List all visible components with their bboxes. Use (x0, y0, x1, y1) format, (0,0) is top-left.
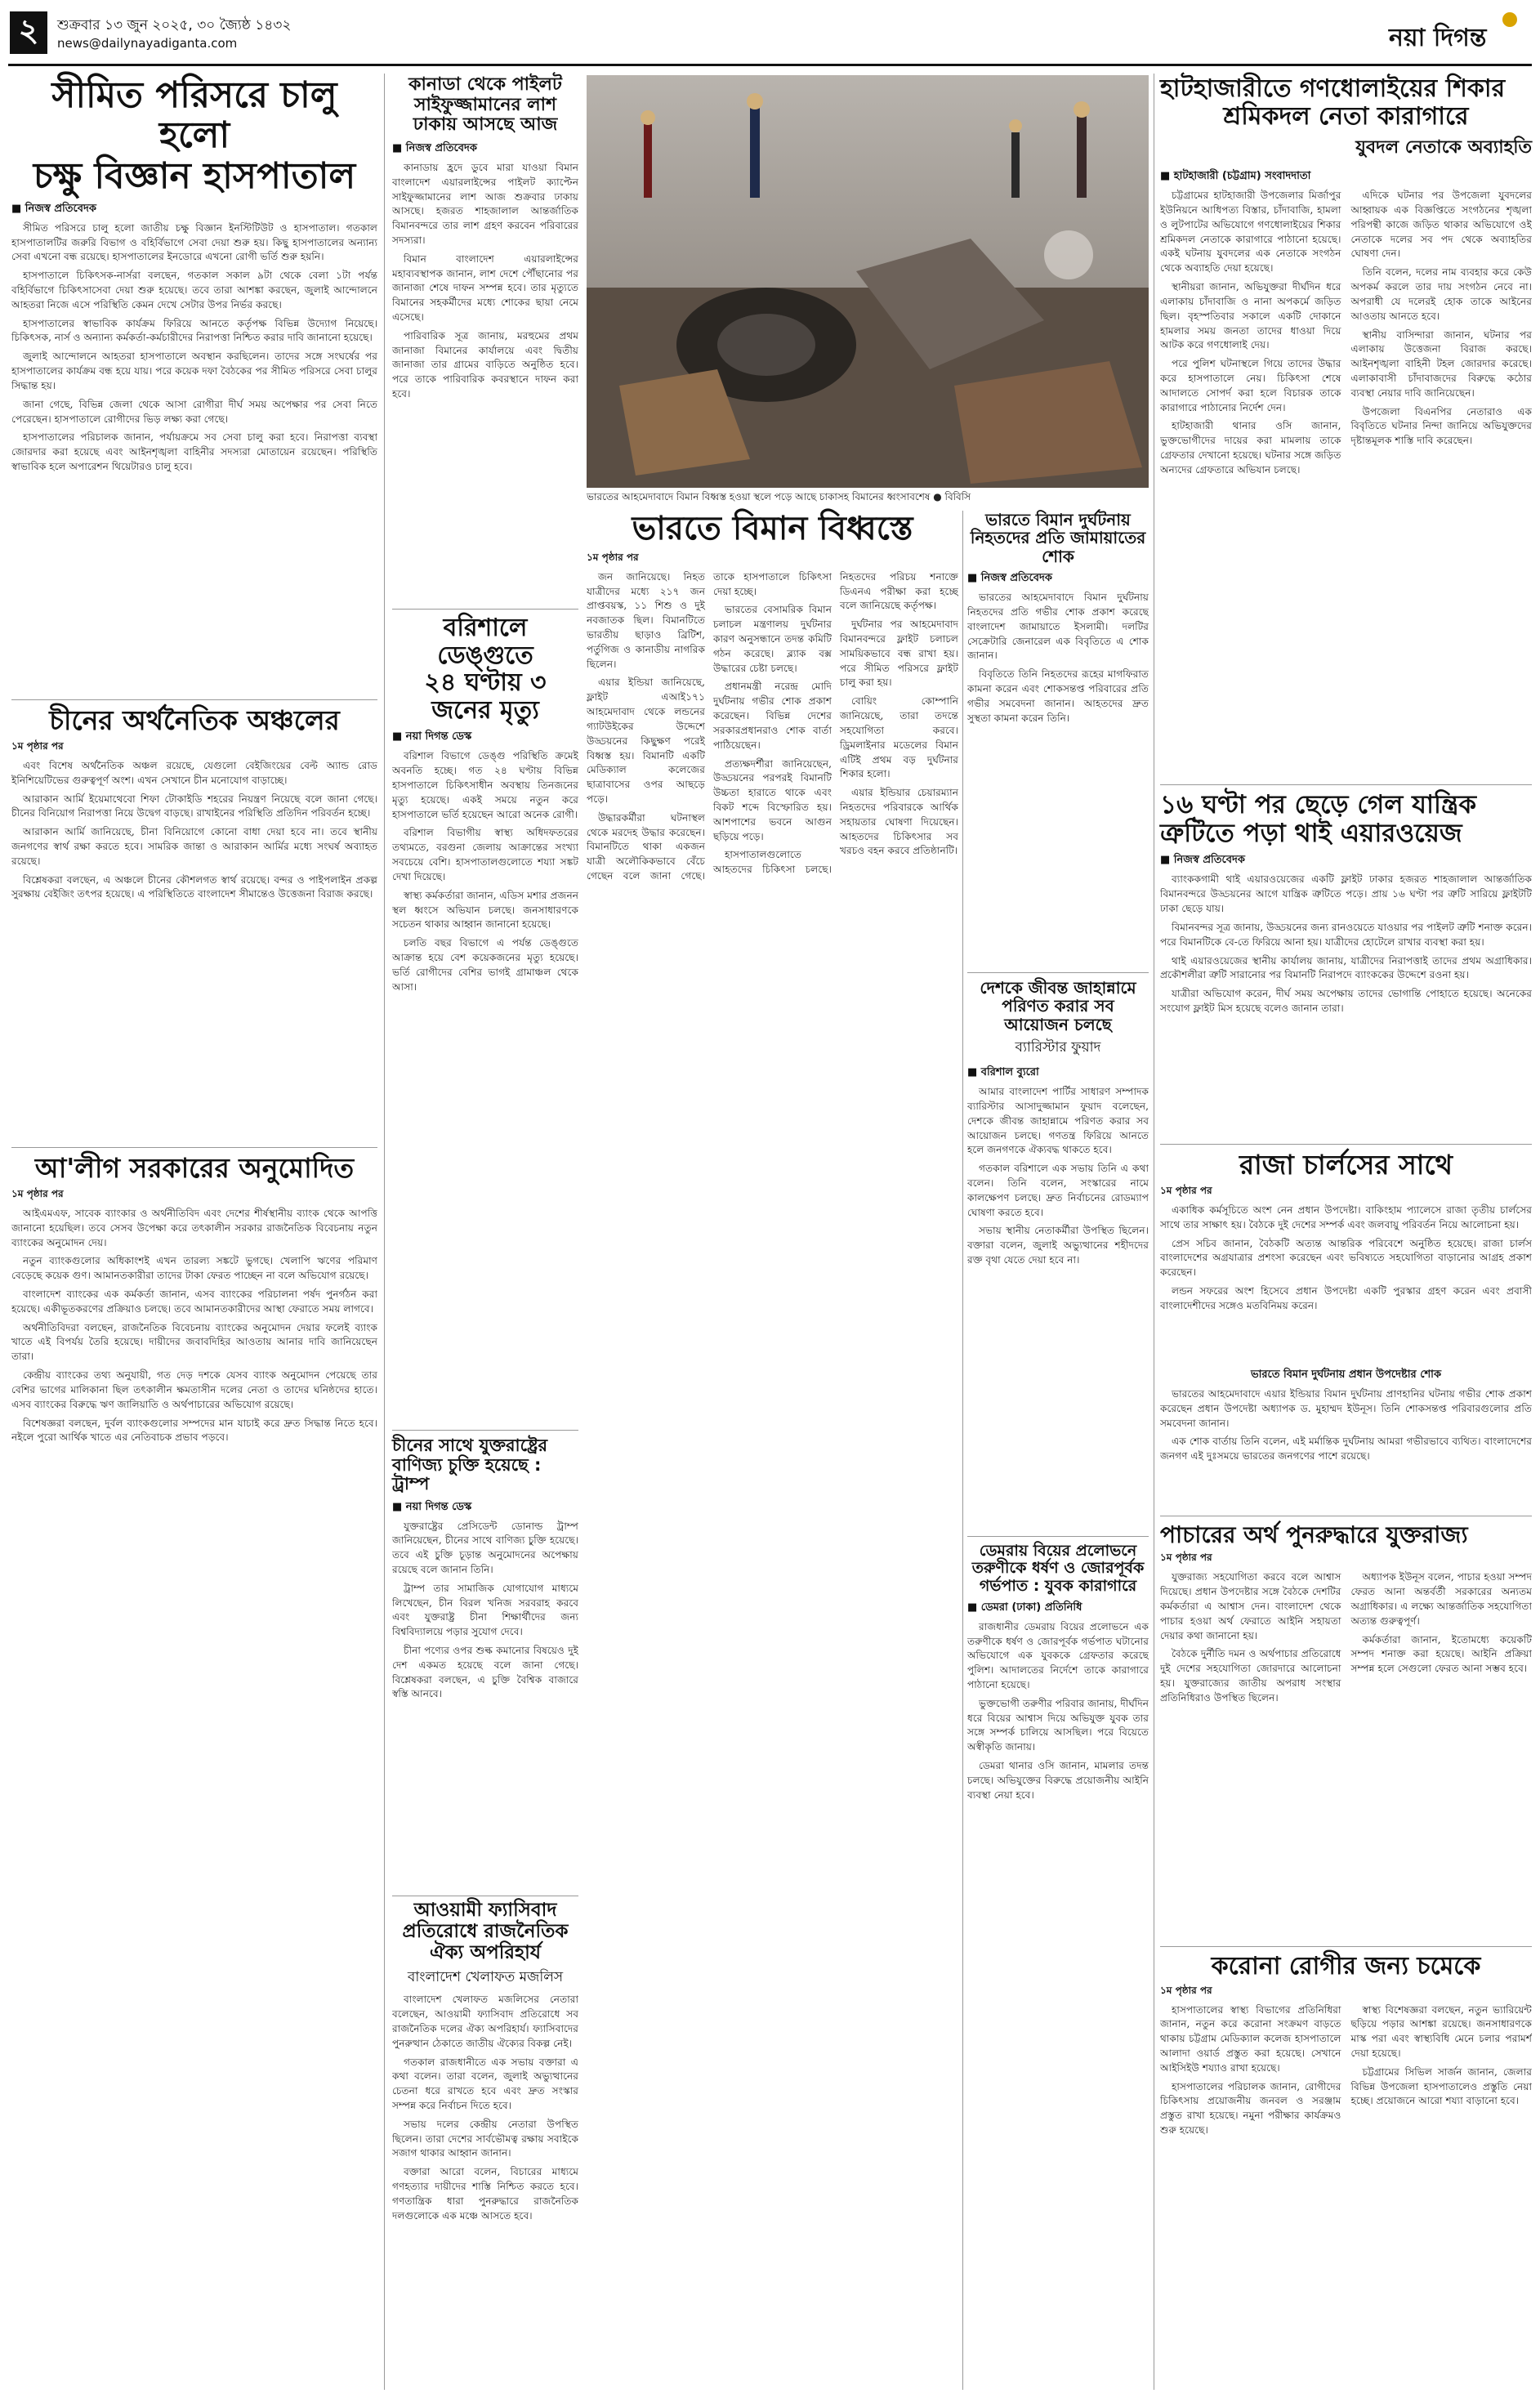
article-body: সীমিত পরিসরে চালু হলো জাতীয় চক্ষু বিজ্ঞান ইনস্টিটিউট ও হাসপাতাল। গতকাল হাসপাতালটির জরুরি বিভাগ ও বহির্বিভাগে সেবা দেয়া শুরু হয়। কিছু হাসপাতালের অন্যান্য সেবা এখনো বন্ধ রয়েছে। হাসপাতালের ইনডোরে এখনো রোগী ভর্তি শুরু হয়নি। হাসপাতালে চিকিৎসক-নার্সরা বলছেন, গতকাল সকাল ৯টা থেকে বেলা ১টা পর্যন্ত বহির্বিভাগে চিকিৎসাসেবা দেয়া শুরু হয়েছে। তবে তারা আশঙ্কা করছেন, জুলাই আন্দোলনে আহতরা নিজে এসে পরিস্থিতি কেমন দেখে সেটার উপর নির্ভর করছে। হাসপাতালের স্বাভাবিক কার্যক্রম ফিরিয়ে আনতে কর্তৃপক্ষ বিভিন্ন উদ্যোগ নিয়েছে। চিকিৎসক, নার্স ও অন্যান্য কর্মকর্তা-কর্মচারীদের নিরাপত্তা নিশ্চিত করার দাবি জানানো হয়েছে। জুলাই আন্দোলনে আহতরা হাসপাতালে অবস্থান করছিলেন। তাদের সঙ্গে সংঘর্ষের পর হাসপাতালের কার্যক্রম বন্ধ হয়ে যায়। পরে কয়েক দফা বৈঠকের পর সীমিত পরিসরে সেবা চালুর সিদ্ধান্ত হয়। জানা গেছে, বিভিন্ন জেলা থেকে আসা রোগীরা দীর্ঘ সময় অপেক্ষার পর সেবা নিতে পেরেছেন। হাসপাতালে রোগীদের ভিড় লক্ষ্য করা গেছে। হাসপাতালের পরিচালক জানান, পর্যায়ক্রমে সব সেবা চালু করা হবে। নিরাপত্তা ব্যবস্থা জোরদার করা হয়েছে এবং আইনশৃঙ্খলা বাহিনীর সদস্যরা মোতায়েন রয়েছেন। পরিস্থিতি স্বাভাবিক হলে অপারেশন থিয়েটারও চালু হবে। (11, 221, 377, 472)
article-demra (967, 1543, 1149, 2339)
headline: বরিশালে ডেঙ্গুতে (437, 614, 533, 670)
continuation-label: ১ম পৃষ্ঠার পর (587, 551, 639, 563)
byline: ■ নয়া দিগন্ত ডেস্ক (392, 1500, 472, 1513)
article-body: হাসপাতালের স্বাস্থ্য বিভাগের প্রতিনিধিরা জানান, নতুন করে করোনা সংক্রমণ বাড়তে থাকায় চট্টগ্রাম মেডিক্যাল কলেজ হাসপাতালে আলাদা ওয়ার্ড প্রস্তুত করা হয়েছে। সেখানে আইসিইউ শয্যাও রাখা হয়েছে। হাসপাতালের পরিচালক জানান, রোগীদের চিকিৎসায় প্রয়োজনীয় জনবল ও সরঞ্জাম প্রস্তুত রাখা হয়েছে। নমুনা পরীক্ষার কার্যক্রমও শুরু হয়েছে। স্বাস্থ্য বিশেষজ্ঞরা বলছেন, নতুন ভ্যারিয়েন্ট ছড়িয়ে পড়ার আশঙ্কা রয়েছে। জনসাধারণকে মাস্ক পরা এবং স্বাস্থ্যবিধি মেনে চলার পরামর্শ দেয়া হয়েছে। চট্টগ্রামের সিভিল সার্জন জানান, জেলার বিভিন্ন উপজেলা হাসপাতালেও প্রস্তুতি নেয়া হচ্ছে। প্রয়োজনে আরো শয্যা বাড়ানো হবে। (1160, 2003, 1532, 2137)
column-divider (384, 74, 385, 2390)
headline: চীনের অর্থনৈতিক অঞ্চলের (49, 704, 340, 736)
article-china-zone (11, 706, 377, 1151)
continuation-label: ১ম পৃষ্ঠার পর (1160, 1984, 1212, 1996)
byline: ■ ডেমরা (ঢাকা) প্রতিনিধি (967, 1601, 1082, 1614)
headline: চীনের সাথে যুক্তরাষ্ট্রের বাণিজ্য চুক্তি হয়েছে : ট্রাম্প (392, 1436, 547, 1494)
byline: ■ বরিশাল ব্যুরো (967, 1066, 1039, 1079)
subheadline: বাংলাদেশ খেলাফত মজলিস (407, 1969, 564, 1986)
headline: ২৪ ঘণ্টায় ৩ (424, 668, 547, 698)
headline: আওয়ামী ফ্যাসিবাদ (413, 1900, 557, 1921)
article-barrister-fuad (967, 979, 1149, 1534)
article-hathazari (1160, 75, 1532, 744)
headline: প্রতিরোধে রাজনৈতিক (402, 1920, 569, 1942)
continuation-label: ১ম পৃষ্ঠার পর (11, 1187, 64, 1199)
website[interactable]: news@dailynayadiganta.com (57, 36, 238, 51)
article-body: চট্টগ্রামের হাটহাজারী উপজেলার মির্জাপুর ইউনিয়নে আধিপত্য বিস্তার, চাঁদাবাজি, হামলা ও লুটপাটের অভিযোগে গণধোলাইয়ের শিকার শ্রমিকদল নেতাকে কারাগারে পাঠানো হয়েছে। একই ঘটনায় যুবদলের এক নেতাকে সংগঠন থেকে অব্যাহতি দেয়া হয়েছে। স্থানীয়রা জানান, অভিযুক্তরা দীর্ঘদিন ধরে এলাকায় চাঁদাবাজি ও নানা অপকর্মে জড়িত ছিল। বৃহস্পতিবার সকালে একটি দোকানে হামলার সময় জনতা তাদের ধাওয়া দিয়ে আটক করে গণধোলাই দেয়। পরে পুলিশ ঘটনাস্থলে গিয়ে তাদের উদ্ধার করে হাসপাতালে নেয়। চিকিৎসা শেষে আদালতে সোপর্দ করা হলে বিচারক তাকে কারাগারে পাঠানোর নির্দেশ দেন। হাটহাজারী থানার ওসি জানান, ভুক্তভোগীদের দায়ের করা মামলায় তাকে গ্রেফতার দেখানো হয়েছে। ঘটনার সঙ্গে জড়িত অন্যদের গ্রেফতারে অভিযান চলছে। এদিকে ঘটনার পর উপজেলা যুবদলের আহ্বায়ক এক বিজ্ঞপ্তিতে সংগঠনের শৃঙ্খলা পরিপন্থী কাজে জড়িত থাকার অভিযোগে ওই নেতাকে দলের সব পদ থেকে অব্যাহতির ঘোষণা দেন। তিনি বলেন, দলের নাম ব্যবহার করে কেউ অপকর্ম করলে তার দায় সংগঠন নেবে না। অপরাধী যে দলেরই হোক তাকে আইনের আওতায় আনতে হবে। স্থানীয় বাসিন্দারা জানান, ঘটনার পর এলাকায় উত্তেজনা বিরাজ করছে। আইনশৃঙ্খলা বাহিনী টহল জোরদার করেছে। এলাকাবাসী চাঁদাবাজদের বিরুদ্ধে কঠোর ব্যবস্থা নেয়ার দাবি জানিয়েছেন। উপজেলা বিএনপির নেতারাও এক বিবৃতিতে ঘটনার নিন্দা জানিয়ে অভিযুক্তদের দৃষ্টান্তমূলক শাস্তি দাবি করেছেন। (1160, 190, 1532, 476)
article-pilot (392, 75, 578, 586)
article-eye-hospital (11, 75, 377, 712)
headline: পাচারের অর্থ পুনরুদ্ধারে যুক্তরাজ্য (1160, 1521, 1468, 1548)
subheadline: ব্যারিস্টার ফুয়াদ (1015, 1039, 1101, 1056)
headline: সীমিত পরিসরে চালু হলো (51, 74, 337, 157)
article-body: ব্যাংককগামী থাই এয়ারওয়েজের একটি ফ্লাইট ঢাকার হজরত শাহজালাল আন্তর্জাতিক বিমানবন্দরে উড্ডয়নের আগে যান্ত্রিক ত্রুটিতে পড়ে। প্রায় ১৬ ঘণ্টা পর ত্রুটি সারিয়ে ফ্লাইটটি ঢাকা ছেড়ে যায়। বিমানবন্দর সূত্র জানায়, উড্ডয়নের জন্য রানওয়েতে যাওয়ার পর পাইলট ত্রুটি শনাক্ত করেন। পরে বিমানটিকে বে-তে ফিরিয়ে আনা হয়। যাত্রীদের হোটেলে রাখার ব্যবস্থা করা হয়। থাই এয়ারওয়েজের স্থানীয় কার্যালয় জানায়, যাত্রীদের নিরাপত্তাই তাদের প্রথম অগ্রাধিকার। প্রকৌশলীরা ত্রুটি সারানোর পর বিমানটি নিরাপদে ব্যাংককের উদ্দেশে রওনা হয়। যাত্রীরা অভিযোগ করেন, দীর্ঘ সময় অপেক্ষায় তাদের ভোগান্তি পোহাতে হয়েছে। অনেকের সংযোগ ফ্লাইট মিস হয়েছে বলেও জানান তারা। (1160, 873, 1532, 1014)
header-rule (8, 64, 1532, 66)
article-body: আইএমএফ, সাবেক ব্যাংকার ও অর্থনীতিবিদ এবং দেশের শীর্ষস্থানীয় ব্যাংক থেকে আপত্তি জানানো হয়েছিল। তবে সেসব উপেক্ষা করে তৎকালীন সরকার রাজনৈতিক বিবেচনায় নতুন ব্যাংকের অনুমোদন দেয়। নতুন ব্যাংকগুলোর অধিকাংশই এখন তারল্য সঙ্কটে ভুগছে। খেলাপি ঋণের পরিমাণ বেড়েছে কয়েক গুণ। আমানতকারীরা তাদের টাকা ফেরত পাচ্ছেন না বলে অভিযোগ রয়েছে। বাংলাদেশ ব্যাংকের এক কর্মকর্তা জানান, এসব ব্যাংকের পরিচালনা পর্ষদ পুনর্গঠন করা হয়েছে। একীভূতকরণের প্রক্রিয়াও চলছে। তবে আমানতকারীদের আস্থা ফেরাতে সময় লাগবে। অর্থনীতিবিদরা বলছেন, রাজনৈতিক বিবেচনায় ব্যাংকের অনুমোদন দেয়ার ফলেই ব্যাংক খাতে এই বিপর্যয় তৈরি হয়েছে। দায়ীদের জবাবদিহির আওতায় আনার দাবি জানিয়েছেন তারা। কেন্দ্রীয় ব্যাংকের তথ্য অনুযায়ী, গত দেড় দশকে যেসব ব্যাংক অনুমোদন পেয়েছে তার বেশির ভাগের মালিকানা ছিল তৎকালীন ক্ষমতাসীন দলের নেতা ও তাদের ঘনিষ্ঠদের হাতে। এসব ব্যাংকের বিরুদ্ধে ঋণ জালিয়াতি ও অর্থপাচারের অভিযোগ রয়েছে। বিশেষজ্ঞরা বলছেন, দুর্বল ব্যাংকগুলোর সম্পদের মান যাচাই করে দ্রুত সিদ্ধান্ত নিতে হবে। নইলে পুরো আর্থিক খাতে এর নেতিবাচক প্রভাব পড়বে। (11, 1207, 377, 1444)
issue-date: শুক্রবার ১৩ জুন ২০২৫, ৩০ জ্যৈষ্ঠ ১৪৩২ (57, 17, 292, 33)
page-number: ২ (10, 11, 47, 54)
byline: ■ নিজস্ব প্রতিবেদক (967, 572, 1052, 585)
headline: ডেমরায় বিয়ের প্রলোভনে তরুণীকে ধর্ষণ ও জোরপূর্বক গর্ভপাত : যুবক কারাগারে (971, 1542, 1145, 1595)
article-body: একাধিক কর্মসূচিতে অংশ নেন প্রধান উপদেষ্টা। বাকিংহাম প্যালেসে রাজা তৃতীয় চার্লসের সাথে তার সাক্ষাৎ হয়। বৈঠকে দুই দেশের সম্পর্ক এবং জলবায়ু পরিবর্তন নিয়ে আলোচনা হয়। প্রেস সচিব জানান, বৈঠকটি অত্যন্ত আন্তরিক পরিবেশে অনুষ্ঠিত হয়েছে। রাজা চার্লস বাংলাদেশের অগ্রযাত্রার প্রশংসা করেছেন এবং ভবিষ্যতে সহযোগিতা বাড়ানোর আগ্রহ প্রকাশ করেছেন। লন্ডন সফরের অংশ হিসেবে প্রধান উপদেষ্টা একটি পুরস্কার গ্রহণ করেন এবং প্রবাসী বাংলাদেশীদের সঙ্গেও মতবিনিময় করেন। (1160, 1203, 1532, 1311)
crash-photo (587, 75, 1149, 488)
article-thai-airways (1160, 791, 1532, 1142)
byline: ■ নিজস্ব প্রতিবেদক (1160, 854, 1245, 867)
article-body: যুক্তরাষ্ট্রের প্রেসিডেন্ট ডোনাল্ড ট্রাম্প জানিয়েছেন, চীনের সাথে বাণিজ্য চুক্তি হয়েছে। তবে এই চুক্তি চূড়ান্ত অনুমোদনের অপেক্ষায় রয়েছে বলে জানান তিনি। ট্রাম্প তার সামাজিক যোগাযোগ মাধ্যমে লিখেছেন, চীন বিরল খনিজ সরবরাহ করবে এবং যুক্তরাষ্ট্র চীনা শিক্ষার্থীদের জন্য বিশ্ববিদ্যালয়ে পড়ার সুযোগ দেবে। চীনা পণ্যের ওপর শুল্ক কমানোর বিষয়েও দুই দেশ একমত হয়েছে বলে জানা গেছে। বিশ্লেষকরা বলছেন, এ চুক্তি বৈশ্বিক বাজারে স্বস্তি আনবে। (392, 1520, 578, 1700)
headline: সাইফুজ্জামানের লাশ (413, 94, 557, 115)
article-body: আমার বাংলাদেশ পার্টির সাধারণ সম্পাদক ব্যারিস্টার আসাদুজ্জামান ফুয়াদ বলেছেন, দেশকে জীবন্ত জাহান্নামে পরিণত করার সব আয়োজন চলছে। গণতন্ত্র ফিরিয়ে আনতে হলে জনগণকে ঐক্যবদ্ধ থাকতে হবে। গতকাল বরিশালে এক সভায় তিনি এ কথা বলেন। তিনি বলেন, সংস্কারের নামে কালক্ষেপণ চলছে। দ্রুত নির্বাচনের রোডম্যাপ ঘোষণা করতে হবে। সভায় স্থানীয় নেতাকর্মীরা উপস্থিত ছিলেন। বক্তারা বলেন, জুলাই অভ্যুত্থানের শহীদদের রক্ত বৃথা যেতে দেয়া হবে না। (967, 1086, 1149, 1266)
article-body: জন জানিয়েছে। নিহত যাত্রীদের মধ্যে ২১৭ জন প্রাপ্তবয়স্ক, ১১ শিশু ও দুই নবজাতক ছিল। বিমানটিতে ভারতীয় ছাড়াও ব্রিটিশ, পর্তুগিজ ও কানাডীয় নাগরিক ছিলেন। এয়ার ইন্ডিয়া জানিয়েছে, ফ্লাইট এআই১৭১ আহমেদাবাদ থেকে লন্ডনের গ্যাটউইকের উদ্দেশে উড্ডয়নের কিছুক্ষণ পরেই বিধ্বস্ত হয়। বিমানটি একটি মেডিক্যাল কলেজের ছাত্রাবাসের ওপর আছড়ে পড়ে। উদ্ধারকর্মীরা ঘটনাস্থল থেকে মরদেহ উদ্ধার করেছেন। বিমানটিতে থাকা একজন যাত্রী অলৌকিকভাবে বেঁচে গেছেন বলে জানা গেছে। তাকে হাসপাতালে চিকিৎসা দেয়া হচ্ছে। ভারতের বেসামরিক বিমান চলাচল মন্ত্রণালয় দুর্ঘটনার কারণ অনুসন্ধানে তদন্ত কমিটি গঠন করেছে। ব্ল্যাক বক্স উদ্ধারের চেষ্টা চলছে। প্রধানমন্ত্রী নরেন্দ্র মোদি দুর্ঘটনায় গভীর শোক প্রকাশ করেছেন। বিভিন্ন দেশের সরকারপ্রধানরাও শোক বার্তা পাঠিয়েছেন। প্রত্যক্ষদর্শীরা জানিয়েছেন, উড্ডয়নের পরপরই বিমানটি উচ্চতা হারাতে থাকে এবং বিকট শব্দে বিস্ফোরিত হয়। আশপাশের ভবনে আগুন ছড়িয়ে পড়ে। হাসপাতালগুলোতে আহতদের চিকিৎসা চলছে। নিহতদের পরিচয় শনাক্তে ডিএনএ পরীক্ষা করা হচ্ছে বলে জানিয়েছে কর্তৃপক্ষ। দুর্ঘটনার পর আহমেদাবাদ বিমানবন্দরে ফ্লাইট চলাচল সাময়িকভাবে বন্ধ রাখা হয়। পরে সীমিত পরিসরে ফ্লাইট চালু করা হয়। বোয়িং কোম্পানি জানিয়েছে, তারা তদন্তে সহযোগিতা করবে। ড্রিমলাইনার মডেলের বিমান এটিই প্রথম বড় দুর্ঘটনার শিকার হলো। এয়ার ইন্ডিয়ার চেয়ারম্যান নিহতদের পরিবারকে আর্থিক সহায়তার ঘোষণা দিয়েছেন। আহতদের চিকিৎসার সব খরচও বহন করবে প্রতিষ্ঠানটি। (587, 570, 958, 882)
article-body: বাংলাদেশ খেলাফত মজলিসের নেতারা বলেছেন, আওয়ামী ফ্যাসিবাদ প্রতিরোধে সব রাজনৈতিক দলের ঐক্য অপরিহার্য। ফ্যাসিবাদের পুনরুত্থান ঠেকাতে জাতীয় ঐক্যের বিকল্প নেই। গতকাল রাজধানীতে এক সভায় বক্তারা এ কথা বলেন। তারা বলেন, জুলাই অভ্যুত্থানের চেতনা ধরে রাখতে হবে এবং দ্রুত সংস্কার সম্পন্ন করে নির্বাচন দিতে হবে। সভায় দলের কেন্দ্রীয় নেতারা উপস্থিত ছিলেন। তারা দেশের সার্বভৌমত্ব রক্ষায় সবাইকে সজাগ থাকার আহ্বান জানান। বক্তারা আরো বলেন, বিচারের মাধ্যমে গণহত্যার দায়ীদের শাস্তি নিশ্চিত করতে হবে। গণতান্ত্রিক ধারা পুনরুদ্ধারে রাজনৈতিক দলগুলোকে এক মঞ্চে আসতে হবে। (392, 1994, 578, 2222)
continuation-label: ১ম পৃষ্ঠার পর (1160, 1184, 1212, 1196)
crash-debris-image (587, 75, 1149, 488)
byline: ■ নিজস্ব প্রতিবেদক (392, 141, 477, 154)
headline: কানাডা থেকে পাইলট (408, 74, 562, 95)
headline: ভারতে বিমান দুর্ঘটনায় নিহতদের প্রতি জামায়াতের শোক (970, 510, 1146, 566)
headline: শ্রমিকদল নেতা কারাগারে (1223, 101, 1469, 131)
newspaper-logo (1387, 10, 1522, 57)
subheadline: যুবদল নেতাকে অব্যাহতি (1355, 137, 1532, 159)
article-corona (1160, 1953, 1532, 2387)
article-money-repatriation (1160, 1522, 1532, 1930)
article-dengue (392, 614, 578, 1395)
headline: জনের মৃত্যু (431, 695, 539, 725)
article-body: কানাডায় হ্রদে ডুবে মারা যাওয়া বিমান বাংলাদেশ এয়ারলাইন্সের পাইলট ক্যাপ্টেন সাইফুজ্জামানের লাশ আজ শুক্রবার ঢাকায় আসছে। হজরত শাহজালাল আন্তর্জাতিক বিমানবন্দরে তার লাশ গ্রহণ করবেন পরিবারের সদস্যরা। বিমান বাংলাদেশ এয়ারলাইন্সের মহাব্যবস্থাপক জানান, লাশ দেশে পৌঁছানোর পর জানাজা শেষে দাফন সম্পন্ন হবে। তার মৃত্যুতে বিমানের সহকর্মীদের মধ্যে শোকের ছায়া নেমে এসেছে। পারিবারিক সূত্র জানায়, মরহুমের প্রথম জানাজা বিমানের কার্যালয়ে এবং দ্বিতীয় জানাজা তার গ্রামের বাড়িতে অনুষ্ঠিত হবে। পরে তাকে পারিবারিক কবরস্থানে দাফন করা হবে। (392, 161, 578, 400)
headline: ভারতে বিমান বিধ্বস্তে (632, 510, 913, 547)
byline: ■ নিজস্ব প্রতিবেদক (11, 202, 96, 215)
article-body: রাজধানীর ডেমরায় বিয়ের প্রলোভনে এক তরুণীকে ধর্ষণ ও জোরপূর্বক গর্ভপাত ঘটানোর অভিযোগে এক যুবককে গ্রেফতার করেছে পুলিশ। আদালতের নির্দেশে তাকে কারাগারে পাঠানো হয়েছে। ভুক্তভোগী তরুণীর পরিবার জানায়, দীর্ঘদিন ধরে বিয়ের আশ্বাস দিয়ে অভিযুক্ত যুবক তার সঙ্গে সম্পর্ক চালিয়ে আসছিল। পরে বিয়েতে অস্বীকৃতি জানায়। ডেমরা থানার ওসি জানান, মামলার তদন্ত চলছে। অভিযুক্তের বিরুদ্ধে প্রয়োজনীয় আইনি ব্যবস্থা নেয়া হবে। (967, 1620, 1149, 1801)
byline: ■ নয়া দিগন্ত ডেস্ক (392, 730, 472, 744)
article-body: এবং বিশেষ অর্থনৈতিক অঞ্চল রয়েছে, যেগুলো বেইজিংয়ের বেল্ট অ্যান্ড রোড ইনিশিয়েটিভের গুরুত্বপূর্ণ অংশ। এখন সেখানে চীন মনোযোগ বাড়াচ্ছে। আরাকান আর্মি ইয়েমাথেবো শিফা টোকাইডি শহরের নিয়ন্ত্রণ নিয়েছে বলে জানা গেছে। চীনের বিনিয়োগ নিরাপত্তা নিয়ে উদ্বেগ বাড়ছে। রাখাইনের পরিস্থিতি প্রতিদিন পরিবর্তন হচ্ছে। আরাকান আর্মি জানিয়েছে, চীনা বিনিয়োগে কোনো বাধা দেয়া হবে না। তবে স্থানীয় জনগণের স্বার্থ রক্ষা করতে হবে। সামরিক জান্তা ও আরাকান আর্মির মধ্যে সংঘর্ষ অব্যাহত রয়েছে। বিশ্লেষকরা বলছেন, এ অঞ্চলে চীনের কৌশলগত স্বার্থ রয়েছে। বন্দর ও পাইপলাইন প্রকল্প সুরক্ষায় বেইজিং তৎপর হয়েছে। এ পরিস্থিতিতে বাংলাদেশ সীমান্তেও উত্তেজনা বিরাজ করছে। (11, 759, 377, 900)
article-king-charles (1160, 1150, 1532, 1510)
headline: দেশকে জীবন্ত জাহান্নামে পরিণত করার সব আয়োজন চলছে (980, 978, 1136, 1034)
headline: ঐক্য অপরিহার্য (429, 1941, 542, 1963)
continuation-label: ১ম পৃষ্ঠার পর (1160, 1552, 1212, 1564)
article-body: যুক্তরাজ্য সহযোগিতা করবে বলে আশ্বাস দিয়েছে। প্রধান উপদেষ্টার সঙ্গে বৈঠকে দেশটির কর্মকর্তারা এ আশ্বাস দেন। বাংলাদেশ থেকে পাচার হওয়া অর্থ ফেরাতে আইনি সহায়তা দেয়ার কথা জানানো হয়। বৈঠকে দুর্নীতি দমন ও অর্থপাচার প্রতিরোধে দুই দেশের সহযোগিতা জোরদারে আলোচনা হয়। যুক্তরাজ্যের জাতীয় অপরাধ সংস্থার প্রতিনিধিরাও উপস্থিত ছিলেন। অধ্যাপক ইউনূস বলেন, পাচার হওয়া সম্পদ ফেরত আনা অন্তর্বর্তী সরকারের অন্যতম অগ্রাধিকার। এ লক্ষ্যে আন্তর্জাতিক সহযোগিতা অত্যন্ত গুরুত্বপূর্ণ। কর্মকর্তারা জানান, ইতোমধ্যে কয়েকটি সম্পদ শনাক্ত করা হয়েছে। আইনি প্রক্রিয়া সম্পন্ন হলে সেগুলো ফেরত আনা সম্ভব হবে। (1160, 1571, 1532, 1704)
article-awami-fascism (392, 1900, 578, 2377)
headline: রাজা চার্লসের সাথে (1239, 1149, 1453, 1181)
section-subheading: ভারতে বিমান দুর্ঘটনায় প্রধান উপদেষ্টার শোক (1250, 1368, 1442, 1381)
article-body: ভারতের আহমেদাবাদে বিমান দুর্ঘটনায় নিহতদের প্রতি গভীর শোক প্রকাশ করেছে বাংলাদেশ জামায়াতে ইসলামী। দলটির সেক্রেটারি জেনারেল এক বিবৃতিতে এ শোক জানান। বিবৃতিতে তিনি নিহতদের রূহের মাগফিরাত কামনা করেন এবং শোকসন্তপ্ত পরিবারের প্রতি গভীর সমবেদনা জানান। আহতদের দ্রুত সুস্থতা কামনা করেন তিনি। (967, 592, 1149, 724)
byline: ■ হাটহাজারী (চট্টগ্রাম) সংবাদদাতা (1160, 170, 1311, 183)
headline: ঢাকায় আসছে আজ (413, 114, 558, 136)
article-china-trade (392, 1436, 578, 1904)
article-body: ভারতের আহমেদাবাদে এয়ার ইন্ডিয়ার বিমান দুর্ঘটনায় প্রাণহানির ঘটনায় গভীর শোক প্রকাশ করেছেন প্রধান উপদেষ্টা অধ্যাপক ড. মুহাম্মদ ইউনূস। তিনি শোকসন্তপ্ত পরিবারগুলোর প্রতি সমবেদনা জানান। এক শোক বার্তায় তিনি বলেন, এই মর্মান্তিক দুর্ঘটনায় আমরা গভীরভাবে ব্যথিত। বাংলাদেশের জনগণ এই দুঃসময়ে ভারতের জনগণের পাশে রয়েছে। (1160, 1387, 1532, 1462)
headline: ১৬ ঘণ্টা পর ছেড়ে গেল যান্ত্রিক ত্রুটিতে পড়া থাই এয়ারওয়েজ (1160, 790, 1477, 848)
article-al-govt (11, 1154, 377, 2391)
continuation-label: ১ম পৃষ্ঠার পর (11, 739, 64, 752)
headline: করোনা রোগীর জন্য চমেকে (1211, 1952, 1481, 1980)
article-body: বরিশাল বিভাগে ডেঙ্গু পরিস্থিতি ক্রমেই অবনতি হচ্ছে। গত ২৪ ঘণ্টায় বিভিন্ন হাসপাতালে চিকিৎসাধীন অবস্থায় তিনজনের মৃত্যু হয়েছে। একই সময়ে নতুন করে হাসপাতালে ভর্তি হয়েছেন আরো অনেক রোগী। বরিশাল বিভাগীয় স্বাস্থ্য অধিদফতরের তথ্যমতে, বরগুনা জেলায় আক্রান্তের সংখ্যা সবচেয়ে বেশি। হাসপাতালগুলোতে শয্যা সঙ্কট দেখা দিয়েছে। স্বাস্থ্য কর্মকর্তারা জানান, এডিস মশার প্রজনন স্থল ধ্বংসে অভিযান চলছে। জনসাধারণকে সচেতন থাকার আহ্বান জানানো হয়েছে। চলতি বছর বিভাগে এ পর্যন্ত ডেঙ্গুতে আক্রান্ত হয়ে বেশ কয়েকজনের মৃত্যু হয়েছে। ভর্তি রোগীদের বেশির ভাগই গ্রামাঞ্চল থেকে আসা। (392, 750, 578, 993)
logo-text: নয়া দিগন্ত (1389, 24, 1487, 52)
headline: চক্ষু বিজ্ঞান হাসপাতাল (33, 154, 356, 197)
photo-caption: ভারতের আহমেদাবাদে বিমান বিধ্বস্ত হওয়া স্থলে পড়ে আছে চাকাসহ বিমানের ধ্বংসাবশেষ ● বিবিসি (587, 491, 971, 502)
headline: আ'লীগ সরকারের অনুমোদিত (34, 1152, 355, 1184)
headline: হাটহাজারীতে গণধোলাইয়ের শিকার (1160, 74, 1506, 103)
article-india-crash (587, 511, 958, 2392)
article-condolence (967, 511, 1149, 999)
